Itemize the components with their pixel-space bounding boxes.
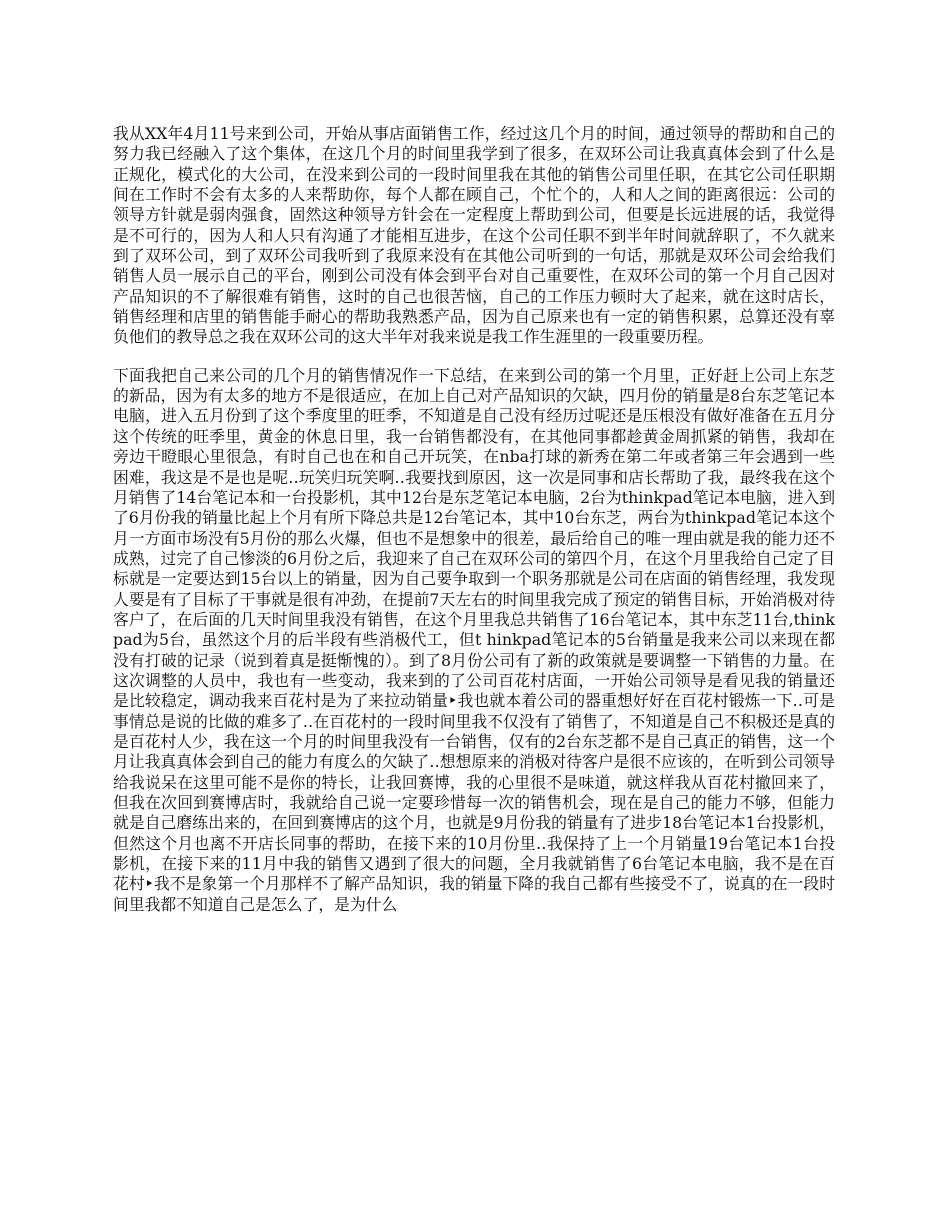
document-body — [113, 124, 835, 915]
paragraph-sales-summary: 下面我把自己来公司的几个月的销售情况作一下总结，在来到公司的第一个月里，正好赶上公司上东芝的新品，因为有太多的地方不是很适应，在加上自己对产品知识的欠缺，四月份的销量是8台东芝笔记本电脑，进入五月份到了这个季度里的旺季，不知道是自己没有经历过呢还是压根没有做好准备在五月分这个传统的旺季里，黄金的休息日里，我一台销售都没有，在其他同事都趁黄金周抓紧的销售，我却在旁边干瞪眼心里很急，有时自己也在和自己开玩笑，在nba打球的新秀在第二年或者第三年会遇到一些困难，我这是不是也是呢‥玩笑归玩笑啊‥我要找到原因，这一次是同事和店长帮助了我，最终我在这个月销售了14台笔记本和一台投影机，其中12台是东芝笔记本电脑，2台为thinkpad笔记本电脑，进入到了6月份我的销量比起上个月有所下降总共是12台笔记本，其中10台东芝，两台为thinkpad笔记本这个月一方面市场没有5月份的那么火爆，但也不是想象中的很差，最后给自己的唯一理由就是我的能力还不成熟，过完了自己惨淡的6月份之后，我迎来了自己在双环公司的第四个月，在这个月里我给自己定了目标就是一定要达到15台以上的销量，因为自己要争取到一个职务那就是公司在店面的销售经理，我发现人要是有了目标了干事就是很有冲劲，在提前7天左右的时间里我完成了预定的销售目标，开始消极对待客户了，在后面的几天时间里我没有销售，在这个月里我总共销售了16台笔记本，其中东芝11台,thinkpad为5台，虽然这个月的后半段有些消极代工，但t hinkpad笔记本的5台销量是我来公司以来现在都没有打破的记录（说到着真是挺惭愧的）。到了8月份公司有了新的政策就是要调整一下销售的力量。在这次调整的人员中，我也有一些变动，我来到的了公司百花村店面，一开始公司领导是看见我的销量还是比较稳定，调动我来百花村是为了来拉动销量‣我也就本着公司的器重想好好在百花村锻炼一下‥可是事情总是说的比做的难多了‥在百花村的一段时间里我不仅没有了销售了，不知道是自己不积极还是真的是百花村人少，我在这一个月的时间里我没有一台销售，仅有的2台东芝都不是自己真正的销售，这一个月让我真真体会到自己的能力有度么的欠缺了‥想想原来的消极对待客户是很不应该的，在听到公司领导给我说呆在这里可能不是你的特长，让我回赛博，我的心里很不是味道，就这样我从百花村撤回来了，但我在次回到赛博店时，我就给自己说一定要珍惜每一次的销售机会，现在是自己的能力不够，但能力就是自己磨练出来的，在回到赛博店的这个月，也就是9月份我的销量有了进步18台笔记本1台投影机，但然这个月也离不开店长同事的帮助，在接下来的10月份里‥我保持了上一个月销量19台笔记本1台投影机，在接下来的11月中我的销售又遇到了很大的问题，全月我就销售了6台笔记本电脑，我不是在百花村‣我不是象第一个月那样不了解产品知识，我的销量下降的我自己都有些接受不了，说真的在一段时间里我都不知道自己是怎么了，是为什么 — [113, 365, 835, 914]
paragraph-intro: 我从XX年4月11号来到公司，开始从事店面销售工作，经过这几个月的时间，通过领导的帮助和自己的努力我已经融入了这个集体，在这几个月的时间里我学到了很多，在双环公司让我真真体会到了什么是正规化，模式化的大公司，在没来到公司的一段时间里我在其他的销售公司里任职，在其它公司任职期间在工作时不会有太多的人来帮助你，每个人都在顾自己，个忙个的，人和人之间的距离很远：公司的领导方针就是弱肉强食，固然这种领导方针会在一定程度上帮助到公司，但要是长远进展的话，我觉得是不可行的，因为人和人只有沟通了才能相互进步，在这个公司任职不到半年时间就辞职了，不久就来到了双环公司，到了双环公司我听到了我原来没有在其他公司听到的一句话，那就是双环公司会给我们销售人员一展示自己的平台，刚到公司没有体会到平台对自己重要性，在双环公司的第一个月自己因对产品知识的不了解很难有销售，这时的自己也很苦恼，自己的工作压力顿时大了起来，就在这时店长，销售经理和店里的销售能手耐心的帮助我熟悉产品，因为自己原来也有一定的销售积累，总算还没有辜负他们的教导总之我在双环公司的这大半年对我来说是我工作生涯里的一段重要历程。 — [113, 124, 835, 347]
